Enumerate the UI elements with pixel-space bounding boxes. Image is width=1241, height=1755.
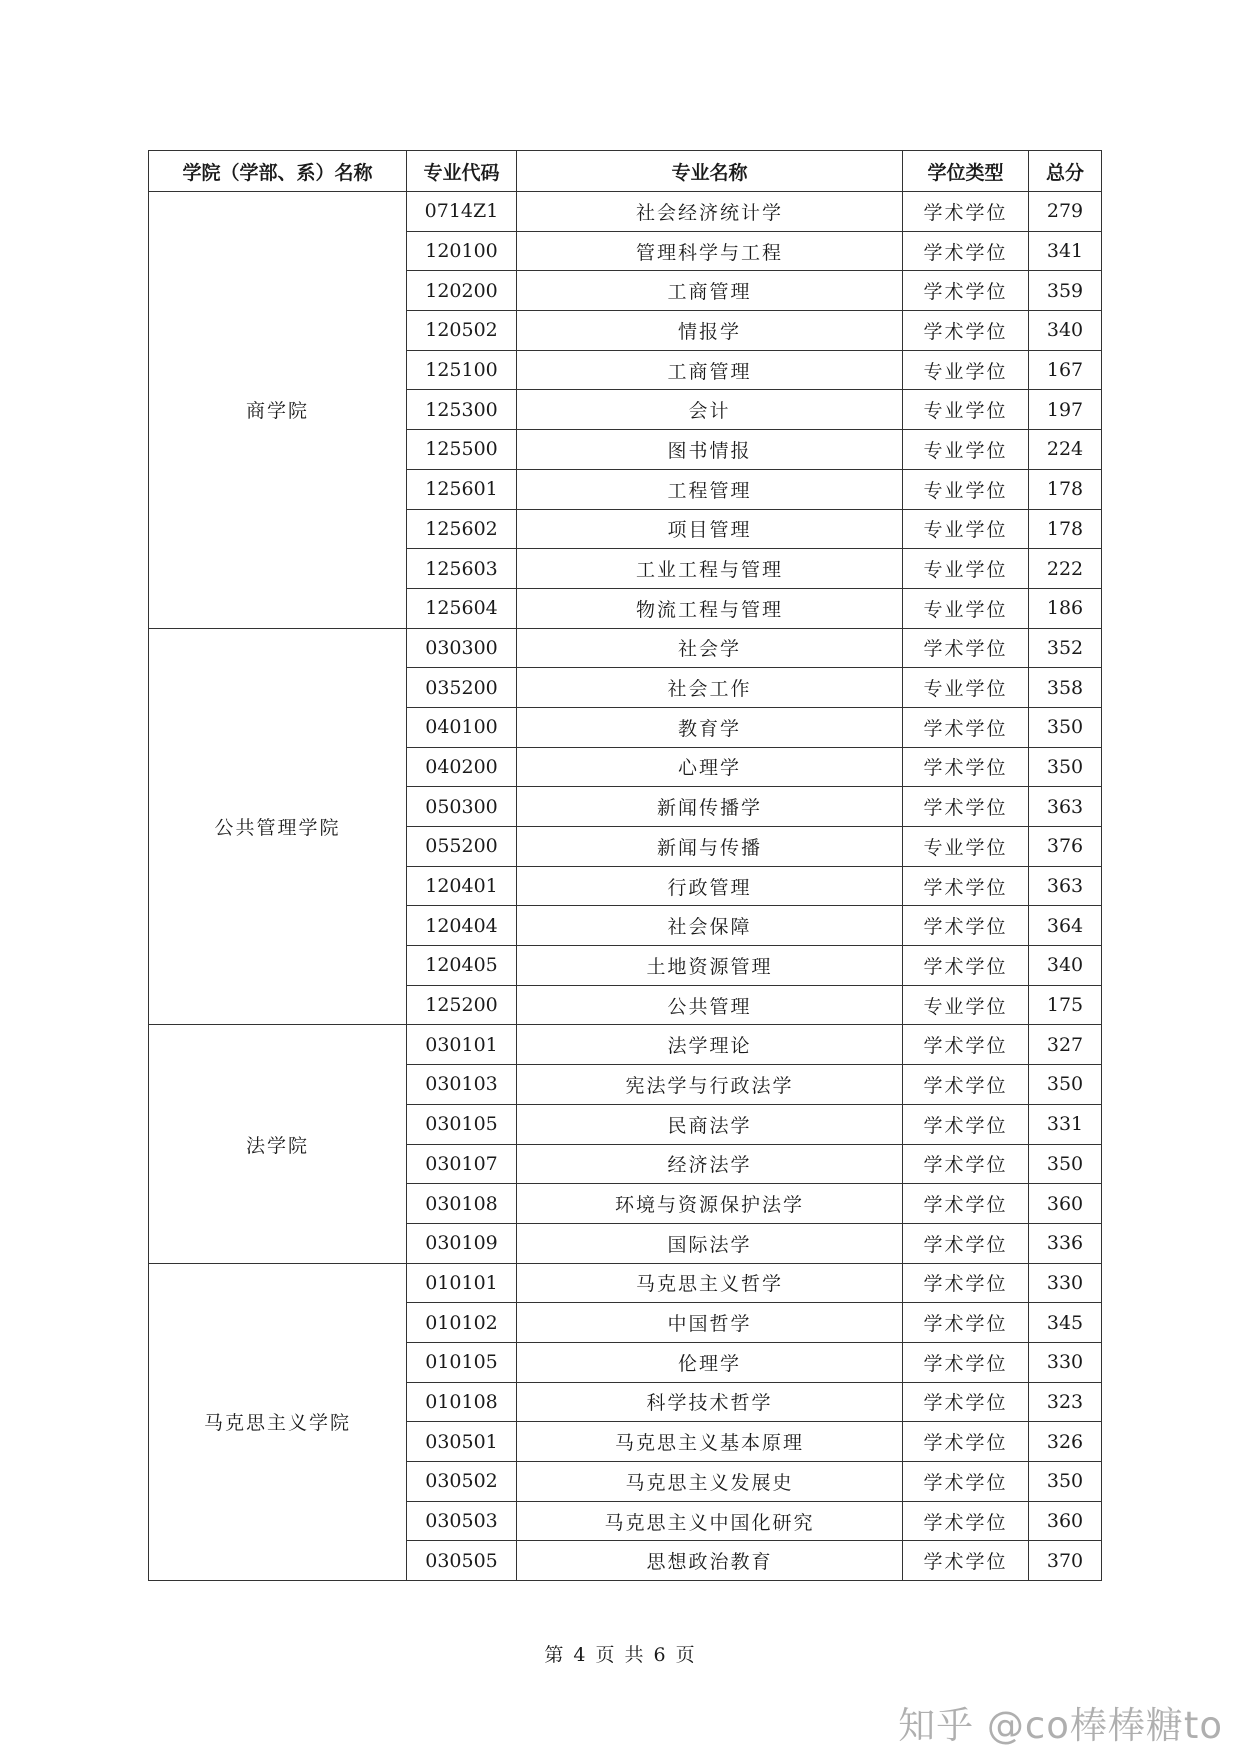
- major-code-cell: 120405: [407, 946, 517, 986]
- watermark: 知乎 @co棒棒糖to: [898, 1704, 1223, 1747]
- total-score-cell: 178: [1029, 469, 1102, 509]
- major-code-cell: 120401: [407, 866, 517, 906]
- major-name-cell: 宪法学与行政法学: [517, 1065, 903, 1105]
- degree-type-cell: 专业学位: [903, 350, 1029, 390]
- table-row: [149, 628, 1102, 668]
- degree-type-cell: 学术学位: [903, 906, 1029, 946]
- header-code: 专业代码: [407, 151, 517, 192]
- major-code-cell: 040200: [407, 747, 517, 787]
- major-code-cell: 0714Z1: [407, 192, 517, 232]
- major-name-cell: 社会保障: [517, 906, 903, 946]
- total-score-cell: 350: [1029, 707, 1102, 747]
- major-code-cell: 030101: [407, 1025, 517, 1065]
- degree-type-cell: 学术学位: [903, 707, 1029, 747]
- major-code-cell: 125200: [407, 985, 517, 1025]
- table-header: [149, 151, 1102, 192]
- major-name-cell: 马克思主义中国化研究: [517, 1501, 903, 1541]
- major-name-cell: 社会经济统计学: [517, 192, 903, 232]
- degree-type-cell: 学术学位: [903, 866, 1029, 906]
- major-name-cell: 经济法学: [517, 1144, 903, 1184]
- major-code-cell: 050300: [407, 787, 517, 827]
- major-code-cell: 030105: [407, 1104, 517, 1144]
- header-total: 总分: [1029, 151, 1102, 192]
- total-score-cell: 279: [1029, 192, 1102, 232]
- degree-type-cell: 学术学位: [903, 1382, 1029, 1422]
- degree-type-cell: 学术学位: [903, 787, 1029, 827]
- major-name-cell: 民商法学: [517, 1104, 903, 1144]
- major-code-cell: 120502: [407, 311, 517, 351]
- major-code-cell: 125300: [407, 390, 517, 430]
- table-row: [149, 1025, 1102, 1065]
- total-score-cell: 167: [1029, 350, 1102, 390]
- total-score-cell: 363: [1029, 787, 1102, 827]
- major-name-cell: 科学技术哲学: [517, 1382, 903, 1422]
- degree-type-cell: 学术学位: [903, 1065, 1029, 1105]
- total-score-cell: 175: [1029, 985, 1102, 1025]
- total-score-cell: 345: [1029, 1303, 1102, 1343]
- major-name-cell: 伦理学: [517, 1342, 903, 1382]
- major-code-cell: 035200: [407, 668, 517, 708]
- major-code-cell: 030103: [407, 1065, 517, 1105]
- major-code-cell: 030300: [407, 628, 517, 668]
- table-row: [149, 1263, 1102, 1303]
- degree-type-cell: 学术学位: [903, 1184, 1029, 1224]
- major-code-cell: 125603: [407, 549, 517, 589]
- degree-type-cell: 专业学位: [903, 827, 1029, 867]
- total-score-cell: 341: [1029, 231, 1102, 271]
- major-name-cell: 国际法学: [517, 1223, 903, 1263]
- total-score-cell: 350: [1029, 1065, 1102, 1105]
- major-name-cell: 社会工作: [517, 668, 903, 708]
- major-code-cell: 055200: [407, 827, 517, 867]
- header-degree-type: 学位类型: [903, 151, 1029, 192]
- major-code-cell: 120404: [407, 906, 517, 946]
- total-score-cell: 360: [1029, 1184, 1102, 1224]
- major-code-cell: 125602: [407, 509, 517, 549]
- page-number: 第 4 页 共 6 页: [544, 1644, 697, 1666]
- degree-type-cell: 专业学位: [903, 588, 1029, 628]
- degree-type-cell: 学术学位: [903, 1104, 1029, 1144]
- major-code-cell: 030505: [407, 1541, 517, 1581]
- major-code-cell: 010105: [407, 1342, 517, 1382]
- degree-type-cell: 学术学位: [903, 1144, 1029, 1184]
- degree-type-cell: 学术学位: [903, 1462, 1029, 1502]
- total-score-cell: 222: [1029, 549, 1102, 589]
- major-name-cell: 土地资源管理: [517, 946, 903, 986]
- major-name-cell: 图书情报: [517, 430, 903, 470]
- header-row: [149, 151, 1102, 192]
- degree-type-cell: 学术学位: [903, 192, 1029, 232]
- major-code-cell: 030501: [407, 1422, 517, 1462]
- major-name-cell: 环境与资源保护法学: [517, 1184, 903, 1224]
- college-name-cell: 公共管理学院: [149, 628, 407, 1025]
- degree-type-cell: 专业学位: [903, 668, 1029, 708]
- degree-type-cell: 学术学位: [903, 1422, 1029, 1462]
- major-name-cell: 工业工程与管理: [517, 549, 903, 589]
- total-score-cell: 358: [1029, 668, 1102, 708]
- major-code-cell: 010108: [407, 1382, 517, 1422]
- total-score-cell: 364: [1029, 906, 1102, 946]
- degree-type-cell: 学术学位: [903, 271, 1029, 311]
- major-name-cell: 思想政治教育: [517, 1541, 903, 1581]
- total-score-cell: 340: [1029, 311, 1102, 351]
- major-name-cell: 马克思主义哲学: [517, 1263, 903, 1303]
- major-code-cell: 010102: [407, 1303, 517, 1343]
- degree-type-cell: 专业学位: [903, 430, 1029, 470]
- total-score-cell: 360: [1029, 1501, 1102, 1541]
- major-name-cell: 社会学: [517, 628, 903, 668]
- degree-type-cell: 学术学位: [903, 1263, 1029, 1303]
- major-name-cell: 新闻与传播: [517, 827, 903, 867]
- major-code-cell: 040100: [407, 707, 517, 747]
- college-name-cell: 马克思主义学院: [149, 1263, 407, 1581]
- total-score-cell: 331: [1029, 1104, 1102, 1144]
- major-code-cell: 125500: [407, 430, 517, 470]
- major-name-cell: 管理科学与工程: [517, 231, 903, 271]
- major-name-cell: 马克思主义发展史: [517, 1462, 903, 1502]
- major-name-cell: 中国哲学: [517, 1303, 903, 1343]
- degree-type-cell: 学术学位: [903, 231, 1029, 271]
- major-code-cell: 125604: [407, 588, 517, 628]
- degree-type-cell: 学术学位: [903, 1541, 1029, 1581]
- major-code-cell: 010101: [407, 1263, 517, 1303]
- degree-type-cell: 学术学位: [903, 1025, 1029, 1065]
- total-score-cell: 224: [1029, 430, 1102, 470]
- major-name-cell: 教育学: [517, 707, 903, 747]
- major-name-cell: 行政管理: [517, 866, 903, 906]
- major-name-cell: 会计: [517, 390, 903, 430]
- total-score-cell: 336: [1029, 1223, 1102, 1263]
- total-score-cell: 350: [1029, 1462, 1102, 1502]
- major-code-cell: 120100: [407, 231, 517, 271]
- major-name-cell: 心理学: [517, 747, 903, 787]
- major-name-cell: 工商管理: [517, 350, 903, 390]
- major-code-cell: 030109: [407, 1223, 517, 1263]
- degree-type-cell: 学术学位: [903, 1303, 1029, 1343]
- major-code-cell: 030502: [407, 1462, 517, 1502]
- college-name-cell: 法学院: [149, 1025, 407, 1263]
- score-table: [148, 150, 1102, 1581]
- degree-type-cell: 专业学位: [903, 390, 1029, 430]
- major-name-cell: 新闻传播学: [517, 787, 903, 827]
- degree-type-cell: 专业学位: [903, 549, 1029, 589]
- major-name-cell: 情报学: [517, 311, 903, 351]
- major-name-cell: 物流工程与管理: [517, 588, 903, 628]
- major-code-cell: 030107: [407, 1144, 517, 1184]
- major-name-cell: 工程管理: [517, 469, 903, 509]
- degree-type-cell: 专业学位: [903, 985, 1029, 1025]
- major-name-cell: 工商管理: [517, 271, 903, 311]
- major-name-cell: 马克思主义基本原理: [517, 1422, 903, 1462]
- total-score-cell: 326: [1029, 1422, 1102, 1462]
- total-score-cell: 330: [1029, 1342, 1102, 1382]
- degree-type-cell: 学术学位: [903, 946, 1029, 986]
- major-code-cell: 120200: [407, 271, 517, 311]
- total-score-cell: 350: [1029, 747, 1102, 787]
- total-score-cell: 363: [1029, 866, 1102, 906]
- degree-type-cell: 学术学位: [903, 311, 1029, 351]
- degree-type-cell: 学术学位: [903, 1223, 1029, 1263]
- major-code-cell: 030503: [407, 1501, 517, 1541]
- major-name-cell: 法学理论: [517, 1025, 903, 1065]
- total-score-cell: 352: [1029, 628, 1102, 668]
- total-score-cell: 350: [1029, 1144, 1102, 1184]
- degree-type-cell: 学术学位: [903, 1342, 1029, 1382]
- table-row: [149, 192, 1102, 232]
- degree-type-cell: 学术学位: [903, 747, 1029, 787]
- total-score-cell: 359: [1029, 271, 1102, 311]
- major-code-cell: 030108: [407, 1184, 517, 1224]
- major-name-cell: 项目管理: [517, 509, 903, 549]
- total-score-cell: 186: [1029, 588, 1102, 628]
- total-score-cell: 327: [1029, 1025, 1102, 1065]
- table-body: [149, 192, 1102, 1581]
- total-score-cell: 323: [1029, 1382, 1102, 1422]
- major-name-cell: 公共管理: [517, 985, 903, 1025]
- college-name-cell: 商学院: [149, 192, 407, 629]
- major-code-cell: 125601: [407, 469, 517, 509]
- degree-type-cell: 专业学位: [903, 469, 1029, 509]
- header-name: 专业名称: [517, 151, 903, 192]
- header-college: 学院（学部、系）名称: [149, 151, 407, 192]
- degree-type-cell: 学术学位: [903, 628, 1029, 668]
- total-score-cell: 370: [1029, 1541, 1102, 1581]
- degree-type-cell: 专业学位: [903, 509, 1029, 549]
- major-code-cell: 125100: [407, 350, 517, 390]
- degree-type-cell: 学术学位: [903, 1501, 1029, 1541]
- total-score-cell: 178: [1029, 509, 1102, 549]
- total-score-cell: 340: [1029, 946, 1102, 986]
- total-score-cell: 376: [1029, 827, 1102, 867]
- total-score-cell: 197: [1029, 390, 1102, 430]
- total-score-cell: 330: [1029, 1263, 1102, 1303]
